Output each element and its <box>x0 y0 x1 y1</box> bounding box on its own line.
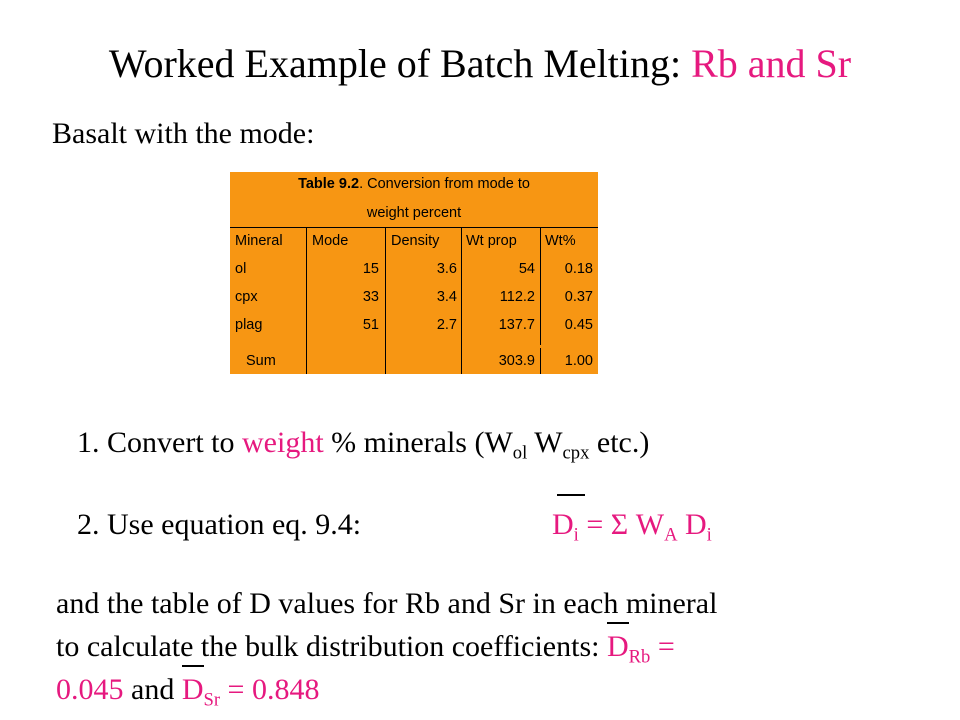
table-cell: 51 <box>362 317 379 333</box>
table-cell: 2.7 <box>436 317 457 333</box>
table-cell: 137.7 <box>498 317 535 333</box>
sum-wt-pct: 1.00 <box>564 353 593 369</box>
paragraph <box>56 582 936 711</box>
step-2: 2. Use equation eq. 9.4: <box>77 508 362 541</box>
table-cell: 0.45 <box>564 317 593 333</box>
header-wt-prop: Wt prop <box>466 233 517 249</box>
sum-label: Sum <box>246 353 276 369</box>
paragraph-line-3: 0.045 and $D_{Sr} = 0.848$ <box>56 668 936 711</box>
table-cell: 0.18 <box>564 261 593 277</box>
overline-bar <box>557 494 585 496</box>
table-cell: 15 <box>362 261 379 277</box>
d-sr-symbol: D <box>182 668 204 711</box>
slide-title: Worked Example of Batch Melting: Rb and Sr <box>108 41 852 86</box>
table-cell: ol <box>235 261 247 277</box>
header-mineral: Mineral <box>235 233 283 249</box>
header-wt-pct: Wt% <box>545 233 576 249</box>
header-density: Density <box>391 233 440 249</box>
subtitle: Basalt with the mode: <box>52 117 315 150</box>
table-cell: cpx <box>235 289 258 305</box>
table-cell: plag <box>235 317 263 333</box>
bulk-d-equation: $D_i = \Sigma$ $W_A$ $D_i$ <box>552 508 712 546</box>
table-cell: 0.37 <box>564 289 593 305</box>
table-caption-line2: weight percent <box>366 205 462 221</box>
table-cell: 112.2 <box>499 289 535 305</box>
sum-wt-prop: 303.9 <box>498 353 535 369</box>
table-caption: Table 9.2. Conversion from mode to <box>298 176 530 192</box>
table-cell: 54 <box>518 261 535 277</box>
table-cell: 3.4 <box>436 289 457 305</box>
table-rule <box>230 227 598 228</box>
table-cell: 3.6 <box>436 261 457 277</box>
paragraph-line-2: to calculate the bulk distribution coefficients: $D_{Rb}$ = <box>56 625 936 668</box>
table-cell: 33 <box>362 289 379 305</box>
paragraph-line-1: and the table of D values for Rb and Sr in each mineral <box>56 587 718 620</box>
header-mode: Mode <box>312 233 349 249</box>
conversion-table <box>230 172 598 374</box>
d-rb-symbol: D <box>607 625 629 668</box>
step-1: 1. Convert to weight % minerals ($W_{ol}$ $W_{cpx}$ etc.) <box>77 426 650 464</box>
